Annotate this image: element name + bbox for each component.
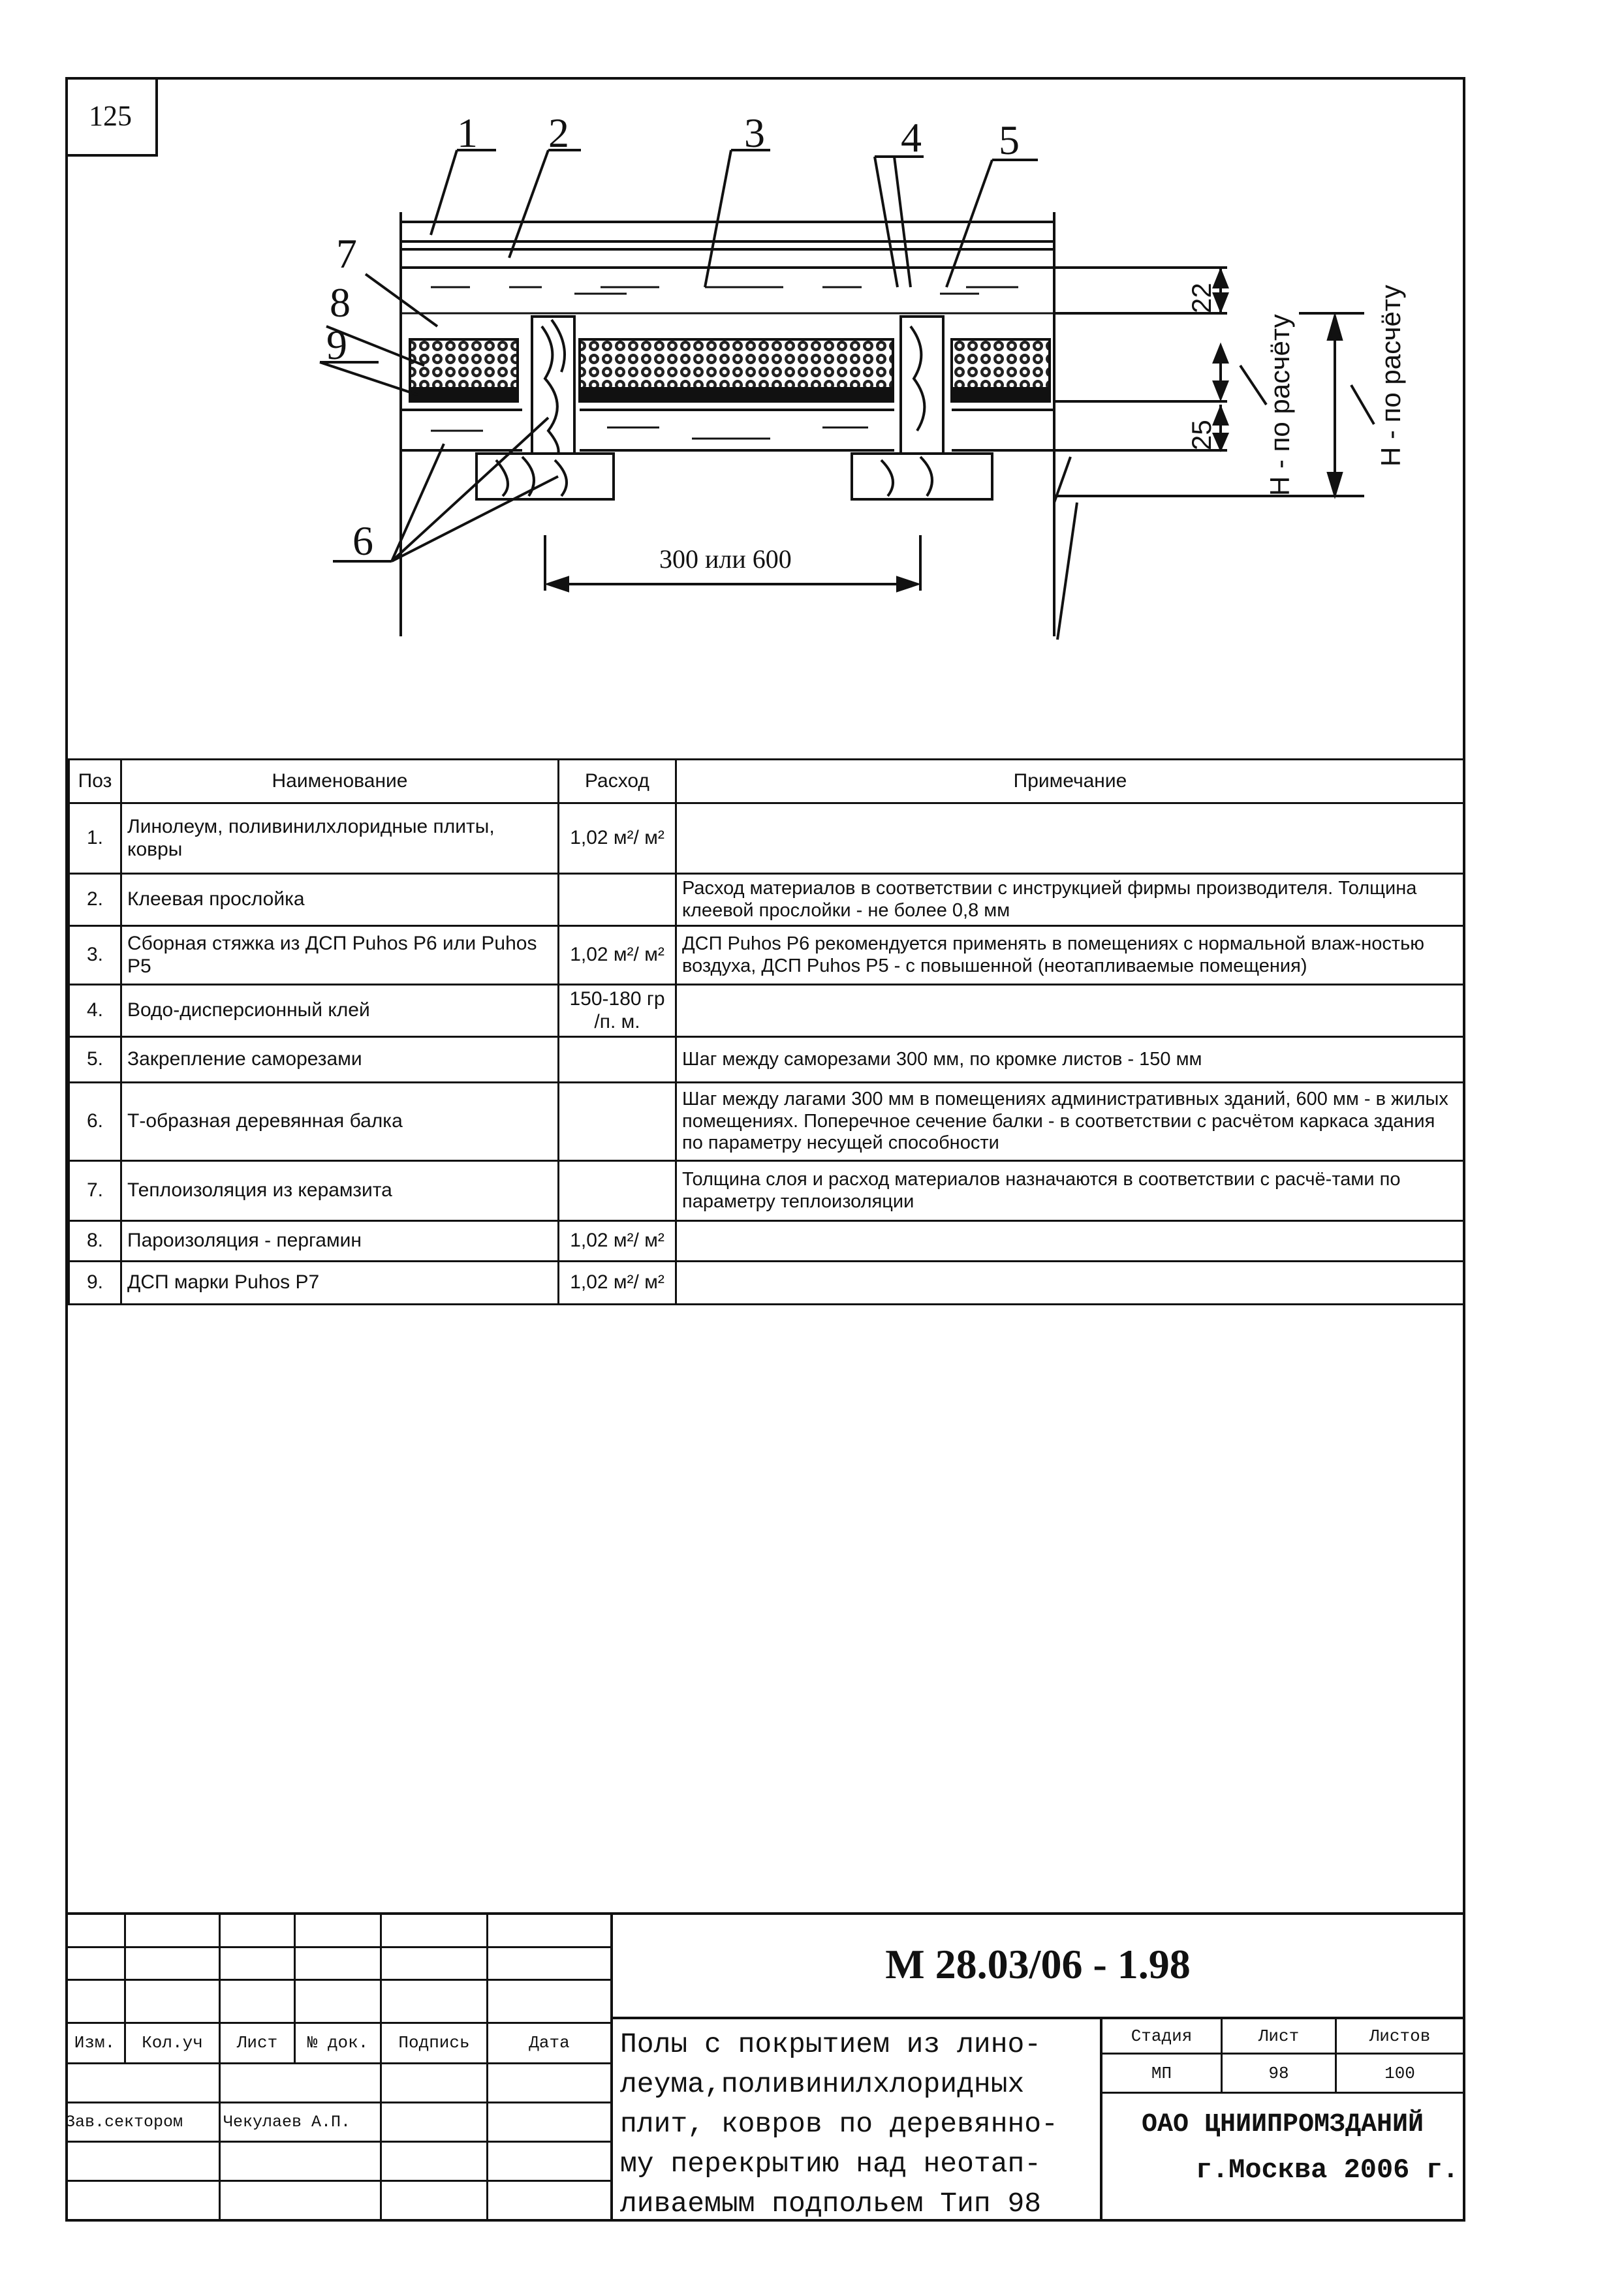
row-note <box>676 985 1465 1037</box>
row-name: ДСП марки Puhos P7 <box>121 1262 559 1305</box>
header-name: Наименование <box>121 760 559 803</box>
spec-table <box>68 758 1465 1305</box>
row-note: Шаг между саморезами 300 мм, по кромке листов - 150 мм <box>676 1037 1465 1083</box>
row-pos: 2. <box>69 874 121 926</box>
table-row <box>69 1083 1465 1161</box>
dim-25: 25 <box>1186 420 1217 450</box>
row-name: Теплоизоляция из керамзита <box>121 1161 559 1221</box>
row-name: Закрепление саморезами <box>121 1037 559 1083</box>
row-name: Пароизоляция - пергамин <box>121 1221 559 1262</box>
row-pos: 4. <box>69 985 121 1037</box>
row-rate <box>559 1037 676 1083</box>
header-rate: Расход <box>559 760 676 803</box>
sheets-value: 100 <box>1384 2063 1415 2083</box>
row-name: Водо-дисперсионный клей <box>121 985 559 1037</box>
header-note: Примечание <box>676 760 1465 803</box>
row-name: Линолеум, поливинилхлоридные плиты, ковры <box>121 803 559 874</box>
callout-7: 7 <box>336 230 357 277</box>
title-line: му перекрытию над неотап- <box>620 2148 1042 2180</box>
page-number: 125 <box>65 77 158 157</box>
table-row <box>69 985 1465 1037</box>
row-rate: 1,02 м²/ м² <box>559 1262 676 1305</box>
floor-section-drawing <box>0 0 1609 757</box>
row-pos: 3. <box>69 926 121 985</box>
title-line: леума,поливинилхлоридных <box>620 2068 1025 2100</box>
row-name: Клеевая прослойка <box>121 874 559 926</box>
row-pos: 1. <box>69 803 121 874</box>
sheet-label: Лист <box>1258 2026 1300 2046</box>
row-note: ДСП Puhos P6 рекомендуется применять в помещениях с нормальной влаж-ностью воздуха, ДСП Puhos P5 - с повышенной (неотапливаемые помещения) <box>676 926 1465 985</box>
row-rate <box>559 1083 676 1161</box>
title-block <box>65 1912 1465 2222</box>
title-line: плит, ковров по деревянно- <box>620 2108 1058 2140</box>
table-row <box>69 926 1465 985</box>
role-label: Зав.сектором <box>65 2112 183 2132</box>
table-row <box>69 1221 1465 1262</box>
row-rate: 1,02 м²/ м² <box>559 926 676 985</box>
sheets-label: Листов <box>1369 2026 1431 2046</box>
organization: ОАО ЦНИИПРОМЗДАНИЙ <box>1141 2109 1424 2139</box>
row-note: Расход материалов в соответствии с инструкцией фирмы производителя. Толщина клеевой прослойки - не более 0,8 мм <box>676 874 1465 926</box>
callout-8: 8 <box>330 279 351 326</box>
stage-value: МП <box>1151 2063 1172 2083</box>
row-rate: 150-180 гр /п. м. <box>559 985 676 1037</box>
sheet-title <box>620 2025 1097 2224</box>
col-izm: Изм. <box>74 2033 116 2053</box>
callout-3: 3 <box>744 110 765 156</box>
callout-6: 6 <box>352 518 373 564</box>
header-pos: Поз <box>69 760 121 803</box>
row-pos: 9. <box>69 1262 121 1305</box>
callout-5: 5 <box>999 117 1020 163</box>
table-row <box>69 1037 1465 1083</box>
height-label-2: H - по расчёту <box>1375 285 1406 467</box>
callout-4: 4 <box>901 114 922 161</box>
dim-22: 22 <box>1186 283 1217 313</box>
table-row <box>69 1161 1465 1221</box>
row-note <box>676 1262 1465 1305</box>
row-rate: 1,02 м²/ м² <box>559 1221 676 1262</box>
height-label-1: H - по расчёту <box>1264 314 1295 496</box>
row-rate: 1,02 м²/ м² <box>559 803 676 874</box>
col-kol: Кол.уч <box>142 2033 203 2053</box>
row-pos: 8. <box>69 1221 121 1262</box>
table-row <box>69 803 1465 874</box>
col-data: Дата <box>529 2033 570 2053</box>
title-line: Полы с покрытием из лино- <box>620 2028 1042 2060</box>
title-line: ливаемым подпольем Тип 98 <box>620 2188 1042 2220</box>
row-note <box>676 1221 1465 1262</box>
col-list: Лист <box>236 2033 278 2053</box>
person-name: Чекулаев А.П. <box>223 2112 351 2132</box>
table-row <box>69 874 1465 926</box>
city-year: г.Москва 2006 г. <box>1195 2154 1459 2186</box>
document-code: М 28.03/06 - 1.98 <box>885 1941 1191 1987</box>
callout-9: 9 <box>326 322 347 368</box>
row-note <box>676 803 1465 874</box>
row-rate <box>559 1161 676 1221</box>
row-name: Т-образная деревянная балка <box>121 1083 559 1161</box>
callout-1: 1 <box>457 110 478 156</box>
col-podpis: Подпись <box>398 2033 470 2053</box>
table-row <box>69 1262 1465 1305</box>
spec-header-row <box>69 760 1465 803</box>
callout-2: 2 <box>548 110 569 156</box>
row-note: Толщина слоя и расход материалов назначаются в соответствии с расчё-тами по параметру теплоизоляции <box>676 1161 1465 1221</box>
row-pos: 5. <box>69 1037 121 1083</box>
col-ndok: № док. <box>307 2033 369 2053</box>
row-pos: 6. <box>69 1083 121 1161</box>
row-pos: 7. <box>69 1161 121 1221</box>
row-note: Шаг между лагами 300 мм в помещениях административных зданий, 600 мм - в жилых помещениях. Поперечное сечение балки - в соответствии с расчётом каркаса здания по параметру несущей способности <box>676 1083 1465 1161</box>
row-name: Сборная стяжка из ДСП Puhos P6 или Puhos P5 <box>121 926 559 985</box>
dim-span-label: 300 или 600 <box>659 544 792 574</box>
row-rate <box>559 874 676 926</box>
sheet-value: 98 <box>1268 2063 1289 2083</box>
stage-label: Стадия <box>1131 2026 1193 2046</box>
